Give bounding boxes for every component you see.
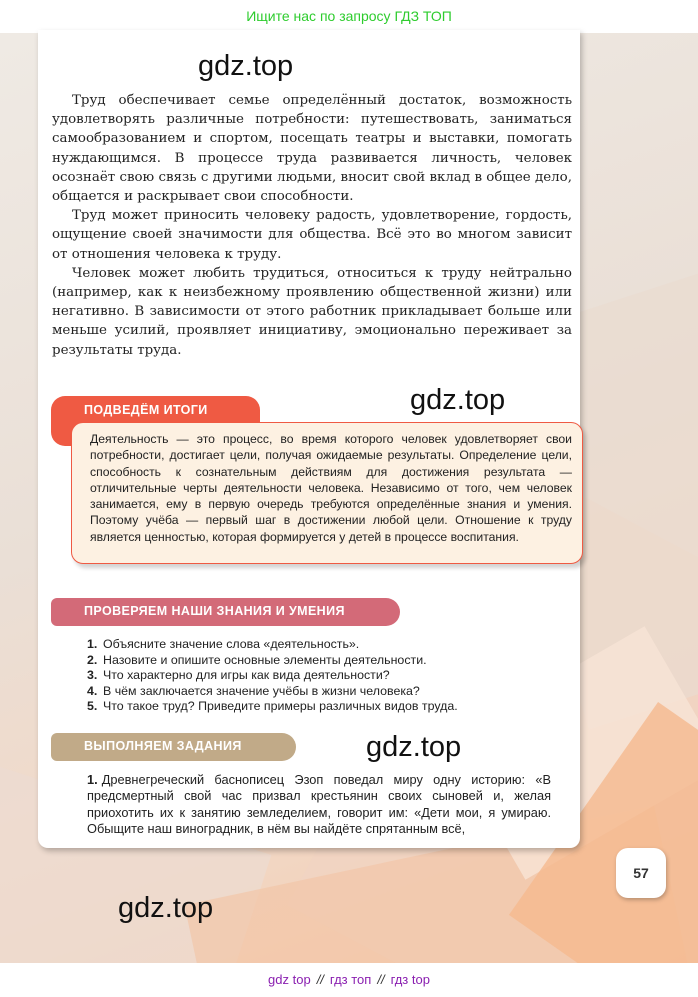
questions-list <box>87 637 557 715</box>
tasks-heading: ВЫПОЛНЯЕМ ЗАДАНИЯ <box>51 733 296 761</box>
list-item <box>87 684 557 700</box>
question-text: Что такое труд? Приведите примеры различных видов труда. <box>103 699 458 714</box>
footer-link[interactable]: гдз топ <box>329 972 372 987</box>
top-banner[interactable]: Ищите нас по запросу ГДЗ ТОП <box>0 0 698 33</box>
summary-box: Деятельность — это процесс, во время которого человек удовлетворяет свои потребности, достигает цели, получая ожидаемые результаты. Определение цели, способность к сознательным действиям для достижения результата — отличительные черты деятельности человека. Независимо от того, чем человек занимается, ему в первую очередь требуются определённые знания и умения. Поэтому учёба — первый шаг в достижении любой цели. Отношение к труду является ценностью, которая формируется у детей в процессе воспитания. <box>71 422 583 564</box>
task-text <box>87 772 551 837</box>
question-number: 2. <box>87 652 98 667</box>
question-number: 5. <box>87 699 98 714</box>
question-text: Объясните значение слова «деятельность». <box>103 637 360 651</box>
footer <box>0 963 698 997</box>
footer-link[interactable]: гдз top <box>390 972 430 987</box>
list-item <box>87 699 557 715</box>
page-number: 57 <box>616 848 666 898</box>
list-item <box>87 653 557 669</box>
check-heading: ПРОВЕРЯЕМ НАШИ ЗНАНИЯ И УМЕНИЯ <box>51 598 400 626</box>
footer-link[interactable]: gdz top <box>268 972 311 987</box>
watermark: gdz.top <box>410 384 506 416</box>
task-number: 1. <box>87 772 98 787</box>
watermark: gdz.top <box>366 731 462 763</box>
paragraph: Труд может приносить человеку радость, удовлетворение, гордость, ощущение своей значимости для общества. Всё это во многом зависит от отношения человека к труду. <box>52 208 572 262</box>
list-item <box>87 668 557 684</box>
footer-separator: // <box>316 972 324 987</box>
summary-heading: ПОДВЕДЁМ ИТОГИ <box>51 396 260 446</box>
paragraph: Человек может любить трудиться, относиться к труду нейтрально (например, как к неизбежному проявлению общественной жизни) или негативно. В зависимости от этого работник прикладывает больше или меньше усилий, проявляет инициативу, эмоционально переживает за результаты труда. <box>52 265 572 358</box>
question-text: Что характерно для игры как вида деятельности? <box>103 668 390 683</box>
footer-separator: // <box>377 972 385 987</box>
question-text: Назовите и опишите основные элементы деятельности. <box>103 652 427 667</box>
question-text: В чём заключается значение учёбы в жизни человека? <box>103 683 420 698</box>
paragraph: Труд обеспечивает семье определённый достаток, возможность удовлетворять различные потребности: путешествовать, заниматься самообразованием и спортом, посещать театры и выставки, помогать нуждающимся. В процессе труда развивается личность, человек осознаёт свою связь с другими людьми, вносит свой вклад в общее дело, общается и раскрывает свои способности. <box>52 93 572 205</box>
question-number: 1. <box>87 637 98 651</box>
question-number: 3. <box>87 668 98 683</box>
watermark: gdz.top <box>198 50 294 82</box>
watermark: gdz.top <box>118 892 214 924</box>
question-number: 4. <box>87 683 98 698</box>
task-body: Древнегреческий баснописец Эзоп поведал миру одну историю: «В предсмертный свой час призвал крестьянин своих сыновей и, желая приохотить их к занятию земледелием, говорит им: «Дети мои, я умираю. Обыщите наш виноградник, в нём вы найдёте спрятанным всё, <box>87 772 551 836</box>
body-text <box>52 91 572 360</box>
list-item <box>87 637 557 653</box>
